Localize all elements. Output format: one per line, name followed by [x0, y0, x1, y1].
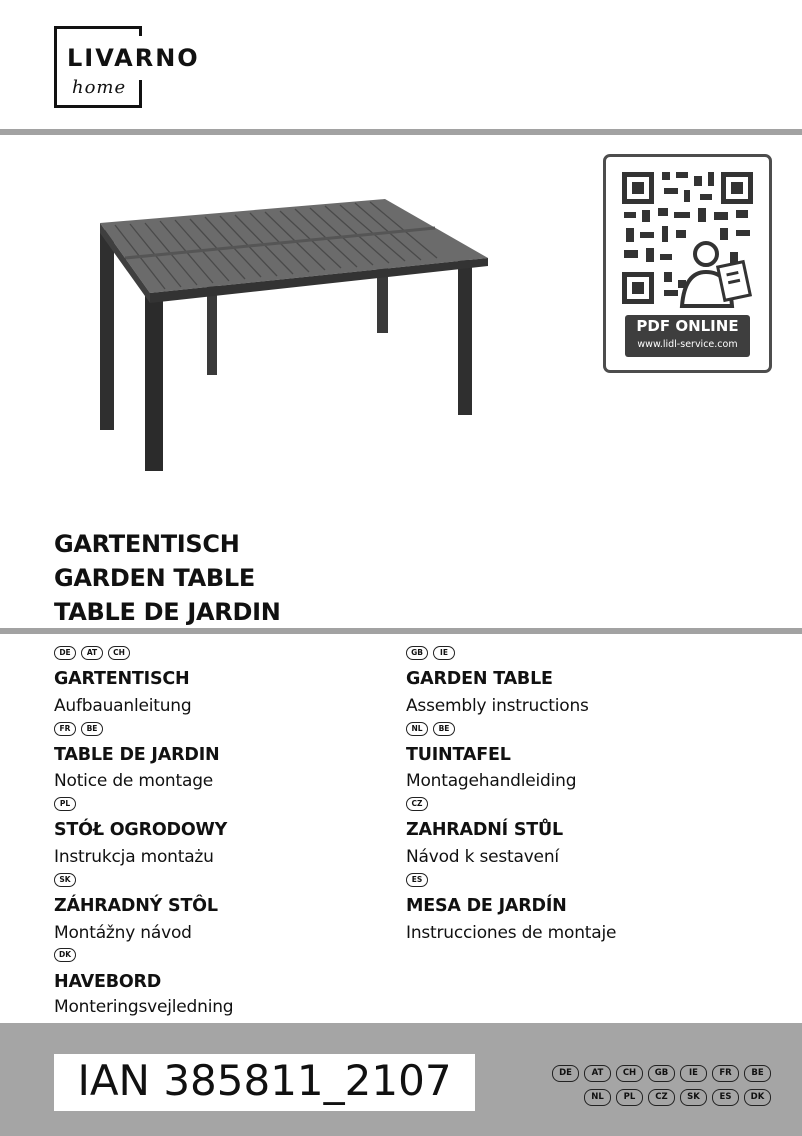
country-badge: CZ: [648, 1089, 675, 1106]
country-badge: BE: [744, 1065, 771, 1082]
country-badge: PL: [616, 1089, 643, 1106]
garden-table-photo: [95, 190, 490, 475]
entry-subtitle: Montagehandleiding: [406, 771, 577, 791]
entry-subtitle: Notice de montage: [54, 771, 214, 791]
entry-title: GARDEN TABLE: [406, 669, 553, 689]
country-badges: [406, 646, 455, 660]
country-badge: IE: [433, 646, 455, 660]
country-badge: BE: [433, 722, 455, 736]
country-badges: [54, 797, 76, 811]
country-badge: GB: [648, 1065, 675, 1082]
country-badge: DK: [54, 948, 76, 962]
qr-code-icon: [620, 168, 755, 308]
logo-sub: home: [72, 77, 127, 98]
country-badge: SK: [680, 1089, 707, 1106]
country-badge: ES: [712, 1089, 739, 1106]
country-badges: [54, 646, 130, 660]
entry-title: ZÁHRADNÝ STÔL: [54, 896, 218, 916]
title-en: GARDEN TABLE: [54, 564, 255, 592]
country-badge: GB: [406, 646, 428, 660]
country-badge: CH: [616, 1065, 643, 1082]
entry-subtitle: Instrucciones de montaje: [406, 923, 617, 943]
entry-subtitle: Montážny návod: [54, 923, 192, 943]
country-badge: DK: [744, 1089, 771, 1106]
country-badge: DE: [54, 646, 76, 660]
language-entry: [54, 646, 130, 660]
entry-subtitle: Monteringsvejledning: [54, 997, 234, 1017]
entry-title: GARTENTISCH: [54, 669, 190, 689]
title-fr: TABLE DE JARDIN: [54, 598, 281, 626]
entry-subtitle: Instrukcja montażu: [54, 847, 214, 867]
country-badge: BE: [81, 722, 103, 736]
entry-title: TABLE DE JARDIN: [54, 745, 220, 765]
country-badges: [406, 722, 455, 736]
country-badges: [406, 797, 428, 811]
country-badge: IE: [680, 1065, 707, 1082]
logo-brand: LIVARNO: [67, 44, 200, 72]
entry-title: TUINTAFEL: [406, 745, 511, 765]
country-badge: CH: [108, 646, 130, 660]
header-divider: [0, 129, 802, 135]
pdf-online-url: www.lidl-service.com: [637, 339, 738, 350]
entry-subtitle: Aufbauanleitung: [54, 696, 192, 716]
country-badge: PL: [54, 797, 76, 811]
country-badges: [54, 873, 76, 887]
ian-number: IAN 385811_2107: [77, 1056, 452, 1105]
country-badge: CZ: [406, 797, 428, 811]
entry-title: MESA DE JARDÍN: [406, 896, 567, 916]
entry-subtitle: Návod k sestavení: [406, 847, 559, 867]
country-badge: AT: [81, 646, 103, 660]
pdf-online-title: PDF ONLINE: [636, 317, 739, 335]
country-badge: NL: [406, 722, 428, 736]
title-de: GARTENTISCH: [54, 530, 240, 558]
country-badge: SK: [54, 873, 76, 887]
country-badge: FR: [712, 1065, 739, 1082]
country-badges: [54, 722, 103, 736]
footer-country-badges-row2: [584, 1089, 771, 1106]
titles-divider: [0, 628, 802, 634]
footer-country-badges-row1: [552, 1065, 771, 1082]
country-badge: NL: [584, 1089, 611, 1106]
entry-title: HAVEBORD: [54, 972, 162, 992]
entry-title: ZAHRADNÍ STŮL: [406, 820, 563, 840]
entry-subtitle: Assembly instructions: [406, 696, 589, 716]
country-badges: [54, 948, 76, 962]
entry-title: STÓŁ OGRODOWY: [54, 820, 228, 840]
country-badge: DE: [552, 1065, 579, 1082]
country-badges: [406, 873, 428, 887]
country-badge: FR: [54, 722, 76, 736]
country-badge: AT: [584, 1065, 611, 1082]
country-badge: ES: [406, 873, 428, 887]
